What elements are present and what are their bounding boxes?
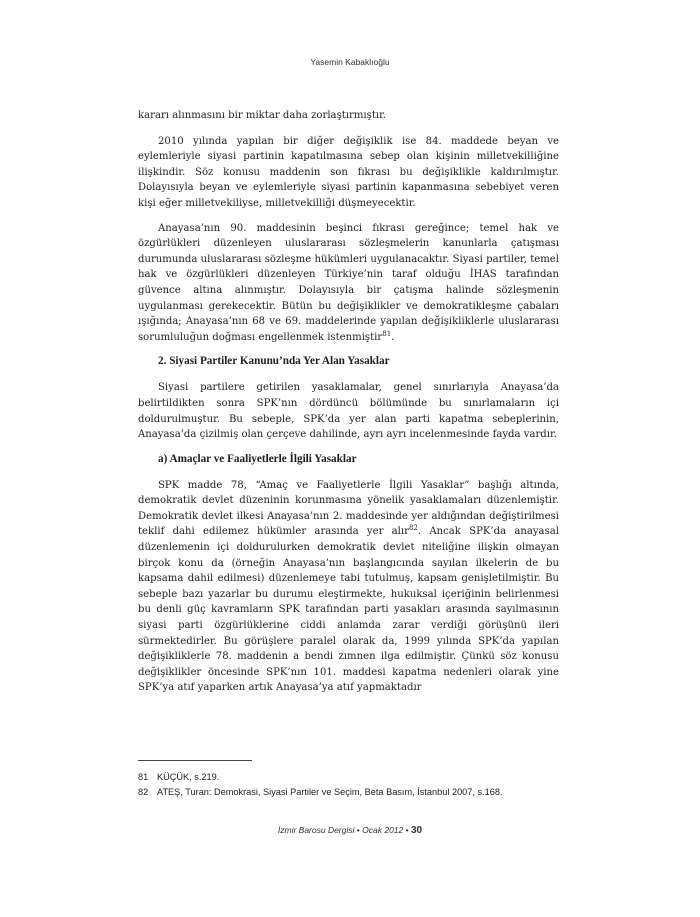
- paragraph-text: 2010 yılında yapılan bir diğer değişiklik ise 84. maddede beyan ve eylemleriyle siyasi partinin kapatılmasına sebep olan kişinin milletvekilliğine ilişkindir. Söz konusu maddenin son fıkrası bu değişiklikle kaldırılmıştır. Dolayısıyla beyan ve eylemleriyle siyasi partinin kapanmasına sebebiyet veren kişi eğer milletvekiliyse, milletvekilliği düşmeyecektir.: [138, 135, 559, 209]
- footnotes: [138, 770, 568, 800]
- paragraph-text: .: [391, 331, 395, 343]
- paragraph: [138, 478, 559, 696]
- author-name: Yasemin Kabaklıoğlu: [310, 57, 390, 67]
- paragraph: [138, 108, 559, 124]
- subsection-heading: a) Amaçlar ve Faaliyetlerle İlgili Yasaklar: [158, 452, 357, 465]
- journal-name: İzmir Barosu Dergisi: [277, 825, 355, 835]
- footnote-divider: [138, 760, 252, 761]
- paragraph-text: kararı alınmasını bir miktar daha zorlaştırmıştır.: [138, 110, 387, 121]
- separator-dot: •: [405, 825, 409, 835]
- paragraph: [138, 221, 559, 346]
- running-header: [0, 57, 700, 67]
- separator-dot: •: [356, 825, 360, 835]
- paragraph: [138, 134, 559, 212]
- footnote: [138, 770, 568, 785]
- footnote-text: KÜÇÜK, s.219.: [157, 772, 220, 782]
- paragraph-text: Siyasi partilere getirilen yasaklamalar, genel sınırlarıyla Anayasa’da belirtildikten sonra SPK’nın dördüncü bölümünde bu sınırlamaların içi doldurulmuştur. Bu sebeple, SPK’da yer alan parti kapatma sebeplerinin, Anayasa’da çizilmiş olan çerçeve dahilinde, ayrı ayrı incelenmesinde fayda vardır.: [138, 382, 559, 441]
- running-footer: [0, 825, 700, 836]
- footnote: [138, 785, 568, 800]
- paragraph-text: SPK madde 78, “Amaç ve Faaliyetlerle İlgili Yasaklar” başlığı altında, demokratik devlet düzeninin korunmasına yönelik yasaklamaları düzenlemiştir. Demokratik devlet ilkesi Anayasa’nın 2. maddesinde yer aldığından değiştirilmesi teklif dahi edilemez hükümler arasında yer alır: [138, 479, 559, 538]
- section-heading: 2. Siyasi Partiler Kanunu’nda Yer Alan Yasaklar: [158, 355, 390, 368]
- paragraph: [138, 380, 559, 442]
- footnote-ref[interactable]: 82: [408, 524, 418, 533]
- issue-date: Ocak 2012: [362, 825, 404, 835]
- paragraph-text: Anayasa’nın 90. maddesinin beşinci fıkrası gereğince; temel hak ve özgürlükleri düzenleyen uluslararası sözleşmelerin kanunlarla çatışması durumunda uluslararası sözleşme hükümleri uygulanacaktır. Siyasi partiler, temel hak ve özgürlükleri düzenleyen Türkiye’nin taraf olduğu İHAS tarafından güvence altına alınmıştır. Dolayısıyla bir çatışma halinde sözleşmenin uygulanması gerekecektir. Bütün bu değişiklikler ve demokratikleşme çabaları ışığında; Anayasa’nın 68 ve 69. maddelerinde yapılan değişikliklerle uluslararası sorumluluğun doğması engellenmek istenmiştir: [138, 222, 559, 343]
- body-text: [138, 108, 559, 705]
- footnote-text: ATEŞ, Turan: Demokrasi, Siyasi Partiler ve Seçim, Beta Basım, İstanbul 2007, s.168.: [157, 787, 503, 797]
- footnote-ref[interactable]: 81: [382, 329, 392, 338]
- footnote-number: 82: [138, 787, 149, 797]
- page-number: 30: [411, 825, 423, 836]
- paragraph-text: . Ancak SPK’da anayasal düzenlemenin içi doldurulurken demokratik devlet niteliğine ilişkin olmayan birçok konu da (örneğin Anayasa’nın başlangıcında sayılan ilkelerin de bu kapsama dahil edilmesi) düzenlemeye tabi tutulmuş, kapsam genişletilmiştir. Bu sebeple bazı yazarlar bu durumu eleştirmekte, hukuksal içeriğinin belirlenmesi bu denli güç kavramların SPK tarafından parti yasakları arasında sayılmasının siyasi parti özgürlüklerine ciddi anlamda zarar verdiği görüşünü ileri sürmektedirler. Bu görüşlere paralel olarak da, 1999 yılında SPK’da yapılan değişikliklerle 78. maddenin a bendi zımnen ilga edilmiştir. Çünkü söz konusu değişiklikler öncesinde SPK’nın 101. maddesi kapatma nedenleri olarak yine SPK’ya atıf yaparken artık Anayasa’ya atıf yapmaktadır: [138, 526, 560, 694]
- footnote-number: 81: [138, 772, 149, 782]
